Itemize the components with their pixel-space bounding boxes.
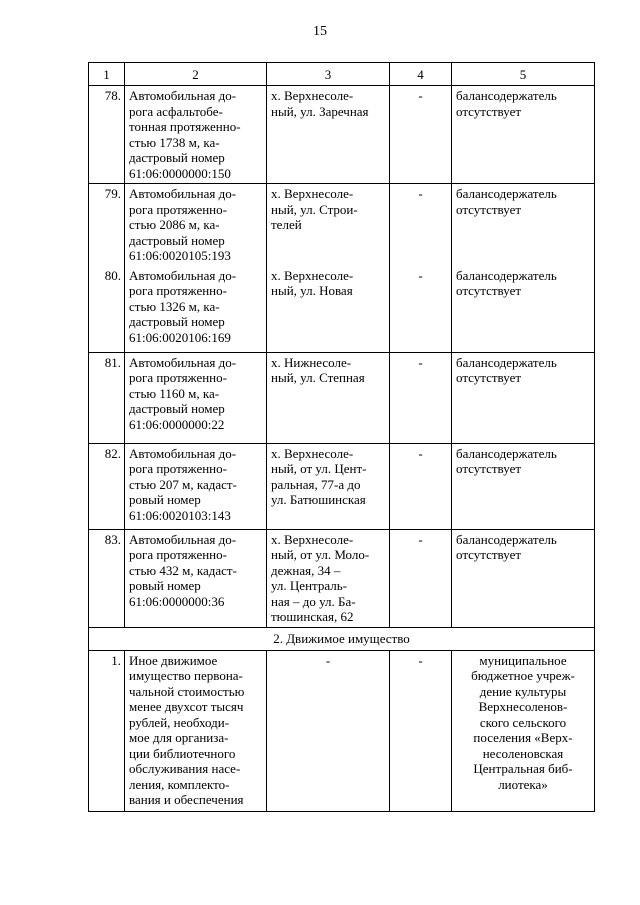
- column-header-1: 1: [89, 63, 125, 86]
- balance-holder: балансодержатель отсутствует: [452, 86, 595, 184]
- object-address: х. Верхнесоле- ный, ул. Новая: [267, 266, 390, 353]
- object-address: -: [267, 650, 390, 811]
- header-row: [89, 63, 595, 86]
- section-title: 2. Движимое имущество: [89, 627, 595, 650]
- balance-holder: балансодержатель отсутствует: [452, 443, 595, 529]
- table-row: [89, 266, 595, 353]
- table-row: [89, 352, 595, 443]
- object-description: Автомобильная до- рога протяженно- стью 1326 м, ка- дастровый номер 61:06:0020106:169: [125, 266, 267, 353]
- column-4-value: -: [390, 650, 452, 811]
- section-row: [89, 627, 595, 650]
- object-description: Автомобильная до- рога асфальтобе- тонная протяженно- стью 1738 м, ка- дастровый номер 61:06:0000000:150: [125, 86, 267, 184]
- table-row: [89, 184, 595, 266]
- object-description: Автомобильная до- рога протяженно- стью 207 м, кадаст- ровый номер 61:06:0020103:143: [125, 443, 267, 529]
- balance-holder: балансодержатель отсутствует: [452, 184, 595, 266]
- row-number: 1.: [89, 650, 125, 811]
- balance-holder: балансодержатель отсутствует: [452, 266, 595, 353]
- column-4-value: -: [390, 352, 452, 443]
- row-number: 82.: [89, 443, 125, 529]
- object-description: Автомобильная до- рога протяженно- стью 432 м, кадаст- ровый номер 61:06:0000000:36: [125, 529, 267, 627]
- column-4-value: -: [390, 86, 452, 184]
- property-register-table: [88, 62, 595, 812]
- column-4-value: -: [390, 266, 452, 353]
- column-header-4: 4: [390, 63, 452, 86]
- object-address: х. Нижнесоле- ный, ул. Степная: [267, 352, 390, 443]
- column-header-2: 2: [125, 63, 267, 86]
- column-header-5: 5: [452, 63, 595, 86]
- table-row: [89, 443, 595, 529]
- balance-holder: муниципальное бюджетное учреж- дение культуры Верхнесоленов- ского сельского поселения «Верх- несоленовская Центральная биб- лиотека»: [452, 650, 595, 811]
- balance-holder: балансодержатель отсутствует: [452, 529, 595, 627]
- object-address: х. Верхнесоле- ный, от ул. Моло- дежная, 34 – ул. Централь- ная – до ул. Ба- тюшинская, 62: [267, 529, 390, 627]
- row-number: 80.: [89, 266, 125, 353]
- object-address: х. Верхнесоле- ный, ул. Строи- телей: [267, 184, 390, 266]
- column-4-value: -: [390, 184, 452, 266]
- row-number: 83.: [89, 529, 125, 627]
- table-row: [89, 86, 595, 184]
- table-row: [89, 650, 595, 811]
- row-number: 78.: [89, 86, 125, 184]
- object-description: Иное движимое имущество первона- чальной стоимостью менее двухсот тысяч рублей, необходи- мое для организа- ции библиотечного обслуживания насе- ления, комплекто- вания и обеспечения: [125, 650, 267, 811]
- page-number: 15: [313, 24, 327, 39]
- balance-holder: балансодержатель отсутствует: [452, 352, 595, 443]
- row-number: 81.: [89, 352, 125, 443]
- object-address: х. Верхнесоле- ный, от ул. Цент- ральная, 77-а до ул. Батюшинская: [267, 443, 390, 529]
- table-row: [89, 529, 595, 627]
- column-4-value: -: [390, 443, 452, 529]
- column-header-3: 3: [267, 63, 390, 86]
- column-4-value: -: [390, 529, 452, 627]
- object-description: Автомобильная до- рога протяженно- стью 1160 м, ка- дастровый номер 61:06:0000000:22: [125, 352, 267, 443]
- object-address: х. Верхнесоле- ный, ул. Заречная: [267, 86, 390, 184]
- row-number: 79.: [89, 184, 125, 266]
- object-description: Автомобильная до- рога протяженно- стью 2086 м, ка- дастровый номер 61:06:0020105:193: [125, 184, 267, 266]
